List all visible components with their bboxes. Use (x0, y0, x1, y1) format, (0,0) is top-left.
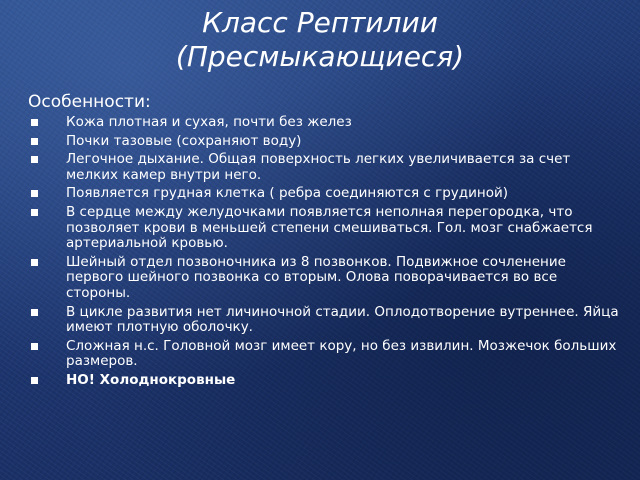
section-heading: Особенности: (28, 92, 151, 112)
square-bullet-icon (31, 259, 38, 266)
list-item-text: Шейный отдел позвоночника из 8 позвонков. Подвижное сочленение первого шейного позвонка со вторым. Олова поворачивается во все стороны. (66, 253, 566, 301)
list-item-text: В цикле развития нет личиночной стадии. Оплодотворение вутреннее. Яйца имеют плотную оболочку. (66, 303, 619, 336)
square-bullet-icon (31, 309, 38, 316)
slide-title (0, 6, 640, 74)
title-line-1: Класс Рептилии (202, 6, 438, 39)
title-line-2: (Пресмыкающиеся) (175, 40, 465, 73)
list-item-text: Почки тазовые (сохраняют воду) (66, 132, 302, 149)
square-bullet-icon (31, 377, 38, 384)
slide-content (30, 92, 625, 392)
list-item (30, 305, 625, 336)
bullet-list (30, 115, 625, 389)
square-bullet-icon (31, 190, 38, 197)
list-item (30, 115, 625, 131)
list-item (30, 186, 625, 202)
square-bullet-icon (31, 138, 38, 145)
list-item-text: Легочное дыхание. Общая поверхность легких увеличивается за счет мелких камер внутри него. (66, 151, 571, 183)
list-item (30, 134, 625, 150)
list-item-text: В сердце между желудочками появляется неполная перегородка, что позволяет крови в меньшей степени смешиваться. Гол. мозг снабжается артериальной кровью. (66, 203, 593, 252)
list-item-emphasis (30, 373, 625, 389)
square-bullet-icon (31, 343, 38, 350)
list-item (30, 152, 625, 183)
list-item-text: Появляется грудная клетка ( ребра соединяются с грудиной) (66, 185, 509, 202)
square-bullet-icon (31, 156, 38, 163)
list-item (30, 339, 625, 370)
list-item (30, 255, 625, 302)
list-item (30, 205, 625, 252)
square-bullet-icon (31, 119, 38, 126)
square-bullet-icon (31, 209, 38, 216)
list-item-text: Кожа плотная и сухая, почти без желез (66, 114, 352, 130)
list-item-text: Сложная н.с. Головной мозг имеет кору, но без извилин. Мозжечок больших размеров. (66, 337, 617, 370)
list-item-text: НО! Холоднокровные (66, 371, 236, 388)
